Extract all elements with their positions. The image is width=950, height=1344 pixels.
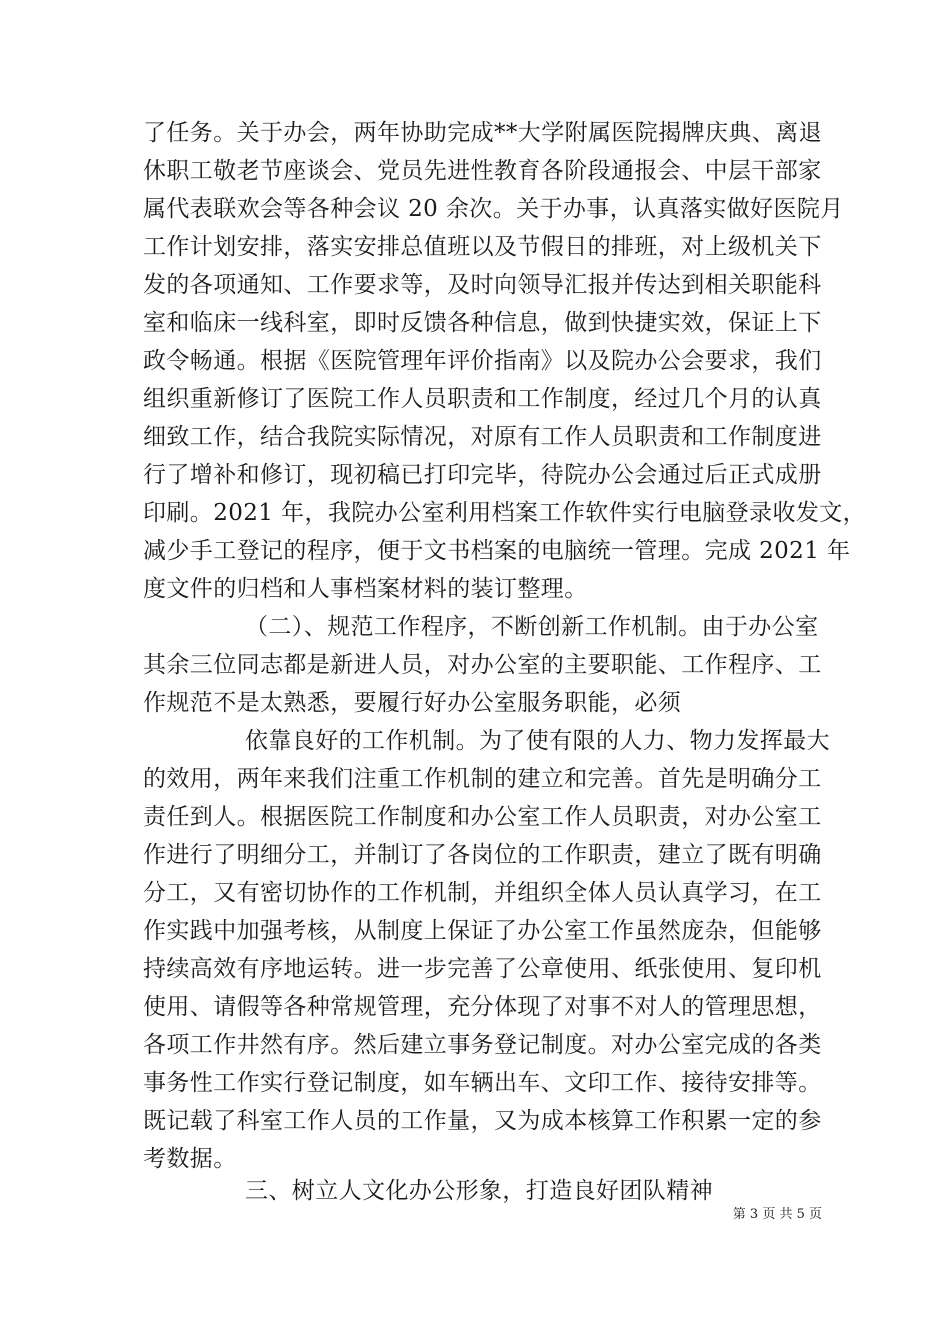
body-text-line: 减少手工登记的程序，便于文书档案的电脑统一管理。完成 2021 年 — [143, 538, 851, 564]
body-text-line: 室和临床一线科室，即时反馈各种信息，做到快捷实效，保证上下 — [143, 310, 822, 336]
body-text-line: 度文件的归档和人事档案材料的装订整理。 — [143, 576, 588, 602]
section-heading-line: （二）、规范工作程序，不断创新工作机制。由于办公室 — [245, 614, 819, 640]
body-text-line: 组织重新修订了医院工作人员职责和工作制度，经过几个月的认真 — [143, 386, 822, 412]
body-text-line: 作实践中加强考核，从制度上保证了办公室工作虽然庞杂，但能够 — [143, 918, 822, 944]
body-text-line: 作进行了明细分工，并制订了各岗位的工作职责，建立了既有明确 — [143, 842, 822, 868]
body-text-line: 工作计划安排，落实安排总值班以及节假日的排班，对上级机关下 — [143, 234, 822, 260]
body-text-line: 休职工敬老节座谈会、党员先进性教育各阶段通报会、中层干部家 — [143, 158, 822, 184]
body-text-line: 其余三位同志都是新进人员，对办公室的主要职能、工作程序、工 — [143, 652, 822, 678]
body-text-line: 细致工作，结合我院实际情况，对原有工作人员职责和工作制度进 — [143, 424, 822, 450]
body-text-line: 分工，又有密切协作的工作机制，并组织全体人员认真学习，在工 — [143, 880, 822, 906]
body-text-line: 作规范不是太熟悉，要履行好办公室服务职能，必须 — [143, 690, 682, 716]
section-heading-line: 三、树立人文化办公形象，打造良好团队精神 — [245, 1178, 713, 1204]
body-text-line: 属代表联欢会等各种会议 20 余次。关于办事，认真落实做好医院月 — [143, 196, 844, 222]
body-text-line: 印刷。2021 年，我院办公室利用档案工作软件实行电脑登录收发文， — [143, 500, 867, 526]
body-text-line: 的效用，两年来我们注重工作机制的建立和完善。首先是明确分工 — [143, 766, 822, 792]
body-text-line: 了任务。关于办会，两年协助完成**大学附属医院揭牌庆典、离退 — [143, 120, 822, 146]
body-text-line: 行了增补和修订，现初稿已打印完毕，待院办公会通过后正式成册 — [143, 462, 822, 488]
body-text-line: 考数据。 — [143, 1146, 237, 1172]
body-text-line: 责任到人。根据医院工作制度和办公室工作人员职责，对办公室工 — [143, 804, 822, 830]
body-text-line: 发的各项通知、工作要求等，及时向领导汇报并传达到相关职能科 — [143, 272, 822, 298]
body-text-line: 事务性工作实行登记制度，如车辆出车、文印工作、接待安排等。 — [143, 1070, 822, 1096]
body-text-line: 既记载了科室工作人员的工作量，又为成本核算工作积累一定的参 — [143, 1108, 822, 1134]
body-text-line: 持续高效有序地运转。进一步完善了公章使用、纸张使用、复印机 — [143, 956, 822, 982]
body-text-line: 政令畅通。根据《医院管理年评价指南》以及院办公会要求，我们 — [143, 348, 822, 374]
body-text-line: 各项工作井然有序。然后建立事务登记制度。对办公室完成的各类 — [143, 1032, 822, 1058]
page-number-footer: 第 3 页 共 5 页 — [732, 1207, 822, 1222]
body-text-line: 依靠良好的工作机制。为了使有限的人力、物力发挥最大 — [245, 728, 830, 754]
body-text-line: 使用、请假等各种常规管理，充分体现了对事不对人的管理思想， — [143, 994, 822, 1020]
